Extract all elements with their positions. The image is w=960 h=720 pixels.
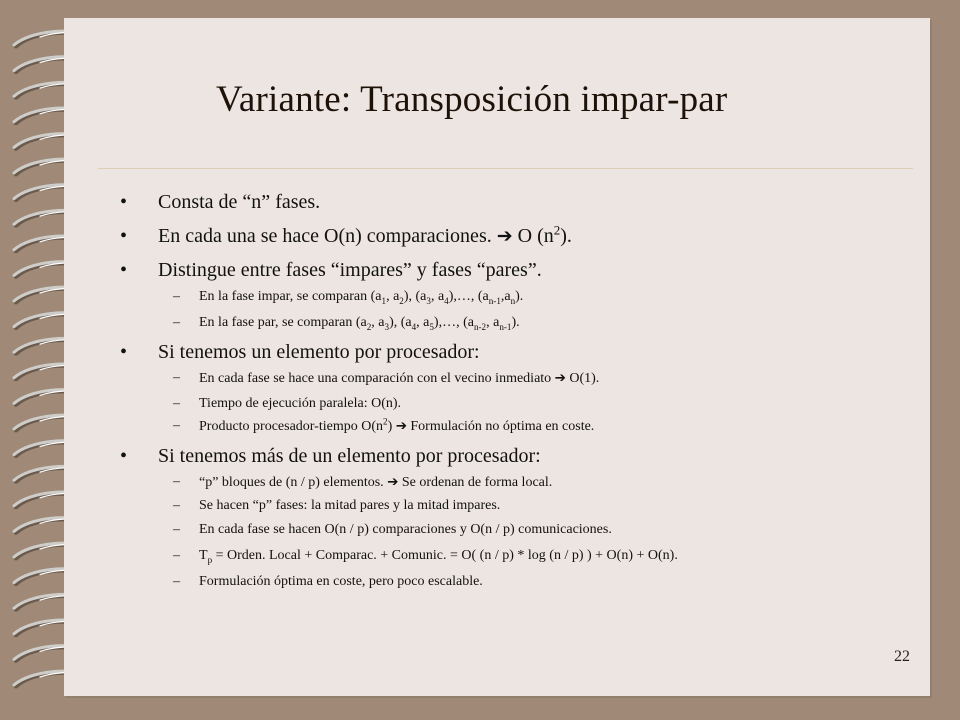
subscript: 2 — [366, 321, 372, 332]
text: , a — [430, 289, 445, 304]
sub-item-compare-neighbor — [173, 370, 600, 387]
sub-item-blocks — [173, 474, 553, 491]
subscript: 4 — [411, 321, 417, 332]
dash-icon: – — [173, 548, 180, 563]
text: En cada fase se hacen O(n / p) comparaciones y O(n / p) comunicaciones. — [199, 522, 612, 537]
text: ). — [515, 289, 524, 304]
dash-icon: – — [173, 522, 180, 537]
bullet-text: En cada una se hace O(n) comparaciones. — [158, 225, 497, 247]
right-arrow-icon: ➔ — [496, 226, 513, 247]
text: T — [199, 548, 208, 563]
sub-item-odd-phase — [173, 289, 524, 306]
subscript: n-1 — [499, 321, 512, 332]
sub-item-parallel-time — [173, 396, 402, 412]
subscript: 3 — [384, 321, 390, 332]
sub-item-even-phase — [173, 315, 520, 332]
sub-item-communications — [173, 522, 612, 538]
text: , a — [371, 315, 385, 330]
dash-icon: – — [173, 396, 180, 411]
subscript: 1 — [381, 295, 387, 306]
dash-icon: – — [173, 370, 180, 385]
bullet-text: Si tenemos un elemento por procesador: — [158, 341, 480, 363]
text: = Orden. Local + Comparac. + Comunic. = O( (n / p) * log (n / p) ) + O(n) + O(n). — [212, 548, 678, 563]
bullet-comparisons — [120, 222, 572, 248]
sub-item-product — [173, 416, 595, 435]
right-arrow-icon: ➔ — [554, 370, 566, 385]
text: “p” bloques de (n / p) elementos. — [199, 475, 388, 490]
right-arrow-icon: ➔ — [387, 474, 399, 489]
text: En la fase par, se comparan (a — [199, 315, 367, 330]
dash-icon: – — [173, 315, 180, 330]
page-number: 22 — [894, 648, 910, 665]
text: , a — [416, 315, 430, 330]
subscript: n — [510, 295, 516, 306]
subscript: n-1 — [488, 295, 501, 306]
superscript: 2 — [383, 416, 388, 427]
text: Formulación no óptima en coste. — [406, 419, 595, 434]
subscript: 3 — [426, 295, 431, 306]
text: ) — [387, 419, 396, 434]
bullet-icon: • — [120, 341, 128, 363]
text: ),…, (a — [448, 289, 489, 304]
slide-title: Variante: Transposición impar-par — [216, 79, 728, 120]
text: Producto procesador-tiempo O(n — [199, 419, 384, 434]
dash-icon: – — [173, 474, 180, 489]
text: ,a — [500, 289, 511, 304]
bullet-text: Distingue entre fases “impares” y fases “pares”. — [158, 259, 542, 281]
text: Se hacen “p” fases: la mitad pares y la mitad impares. — [199, 498, 501, 513]
text: O(1). — [565, 371, 600, 386]
subscript: n-2 — [473, 321, 487, 332]
text: Tiempo de ejecución paralela: O(n). — [199, 396, 402, 411]
dash-icon: – — [173, 574, 180, 589]
bullet-icon: • — [120, 191, 128, 213]
text: Formulación óptima en coste, pero poco escalable. — [199, 574, 483, 589]
bullet-text-tail: ). — [560, 225, 572, 247]
subscript: p — [207, 554, 213, 565]
text: Se ordenan de forma local. — [398, 475, 553, 490]
subscript: 5 — [429, 321, 434, 332]
text: ), (a — [389, 315, 412, 330]
bullet-icon: • — [120, 445, 128, 467]
bullet-phases — [120, 191, 321, 214]
bullet-text-cont: O (n — [512, 225, 554, 247]
bullet-text: Si tenemos más de un elemento por procesador: — [158, 445, 541, 467]
subscript: 2 — [399, 295, 404, 306]
bullet-one-per-processor — [120, 341, 480, 364]
bullet-many-per-processor — [120, 445, 541, 468]
sub-item-optimal — [173, 574, 483, 590]
text: , a — [386, 289, 400, 304]
text: , a — [486, 315, 500, 330]
text: ), (a — [403, 289, 427, 304]
bullet-distinguish — [120, 259, 542, 282]
dash-icon: – — [173, 289, 180, 304]
bullet-text: Consta de “n” fases. — [158, 191, 321, 213]
sub-item-phases — [173, 498, 501, 514]
bullet-icon: • — [120, 259, 128, 281]
text: En cada fase se hace una comparación con el vecino inmediato — [199, 371, 555, 386]
title-divider — [98, 168, 913, 169]
subscript: 4 — [444, 295, 449, 306]
text: ),…, (a — [433, 315, 474, 330]
superscript: 2 — [553, 222, 561, 238]
sub-item-tp-formula — [173, 548, 678, 565]
text: ). — [511, 315, 520, 330]
dash-icon: – — [173, 418, 180, 433]
dash-icon: – — [173, 498, 180, 513]
text: En la fase impar, se comparan (a — [199, 289, 382, 304]
right-arrow-icon: ➔ — [395, 418, 407, 433]
bullet-icon: • — [120, 225, 128, 247]
